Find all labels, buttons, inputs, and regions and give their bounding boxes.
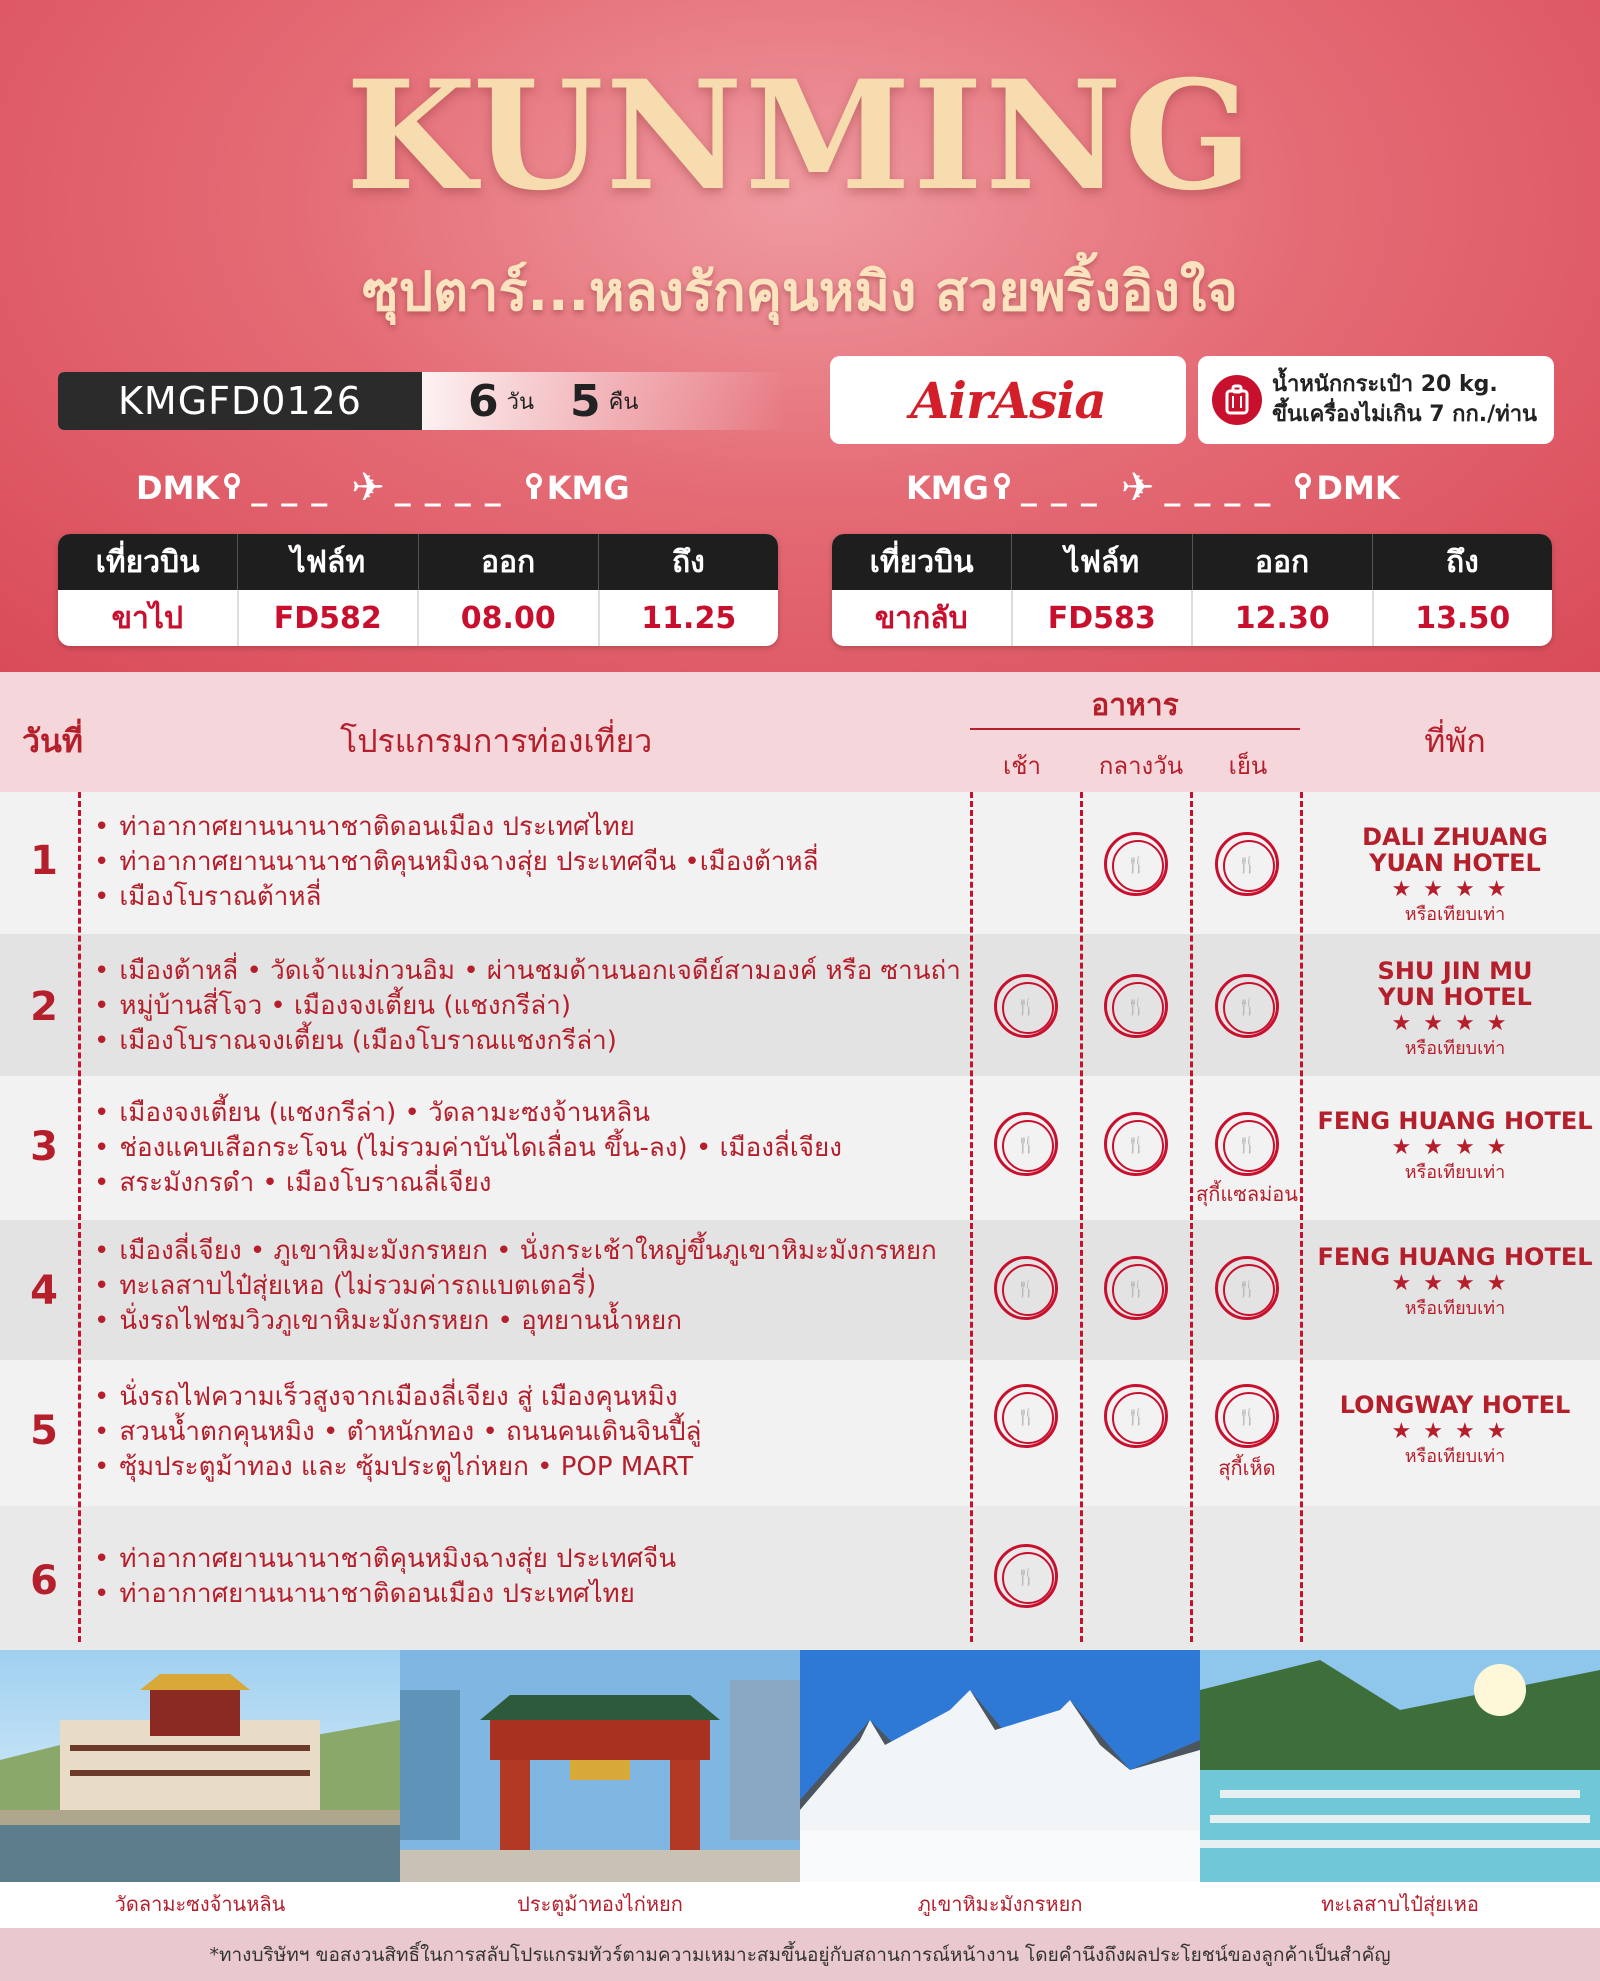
activity-item: • เมืองต้าหลี่ • วัดเจ้าแม่กวนอิม • ผ่านชมด้านนอกเจดีย์สามองค์ หรือ ซานถ่า	[94, 954, 961, 989]
return-from: KMG	[906, 469, 989, 507]
day-row-4	[0, 1220, 1600, 1360]
plane-icon: ✈	[1120, 465, 1155, 511]
flight-header: เที่ยวบิน	[58, 534, 238, 590]
dinner-meal-icon: 🍴	[1215, 1384, 1279, 1448]
activity-item: • เมืองจงเตี้ยน (แชงกรีล่า) • วัดลามะซงจ้านหลิน	[94, 1096, 842, 1131]
column-divider	[78, 792, 81, 1642]
flight-header: ออก	[1193, 534, 1373, 590]
location-pin-icon	[1294, 473, 1312, 503]
hotel-name: FENG HUANG HOTEL	[1317, 1243, 1593, 1271]
baggage-line-1: น้ำหนักกระเป๋า 20 kg.	[1272, 372, 1498, 397]
hotel-name: YUAN HOTEL	[1369, 849, 1541, 877]
day-row-6	[0, 1506, 1600, 1650]
hotel-stars: ★★★★	[1391, 1419, 1519, 1444]
outbound-route: DMK ___ ✈ ____ KMG	[136, 465, 630, 511]
activity-item: • นั่งรถไฟชมวิวภูเขาหิมะมังกรหยก • อุทยานน้ำหยก	[94, 1304, 937, 1339]
flight-cell: 13.50	[1415, 600, 1511, 636]
activity-item: • เมืองลี่เจียง • ภูเขาหิมะมังกรหยก • นั่งกระเช้าใหญ่ขึ้นภูเขาหิมะมังกรหยก	[94, 1234, 937, 1269]
day-number: 4	[30, 1268, 58, 1314]
hotel-equivalent: หรือเทียบเท่า	[1404, 904, 1506, 925]
program-column-header: โปรแกรมการท่องเที่ยว	[340, 722, 653, 760]
column-divider	[1300, 792, 1303, 1642]
page-title: KUNMING	[345, 48, 1255, 224]
flight-cell: FD582	[239, 590, 420, 646]
lunch-meal-icon: 🍴	[1104, 1112, 1168, 1176]
day-activities	[94, 1234, 937, 1339]
baggage-line-2: ขึ้นเครื่องไม่เกิน 7 กก./ท่าน	[1272, 402, 1538, 427]
itinerary-header	[0, 672, 1600, 792]
duration-nights	[570, 372, 638, 430]
return-route: KMG ___ ✈ ____ DMK	[906, 465, 1400, 511]
dinner-meal-icon: 🍴	[1215, 974, 1279, 1038]
breakfast-meal-icon: 🍴	[994, 974, 1058, 1038]
page-subtitle: ซุปตาร์...หลงรักคุนหมิง สวยพริ้งอิงใจ	[362, 260, 1238, 323]
day-row-2	[0, 934, 1600, 1076]
flight-header: ถึง	[1373, 534, 1552, 590]
day-number: 6	[30, 1558, 58, 1604]
photo-caption: วัดลามะซงจ้านหลิน	[0, 1882, 400, 1926]
activity-item: • ท่าอากาศยานนานาชาติดอนเมือง ประเทศไทย	[94, 810, 819, 845]
photo-lake	[1200, 1650, 1600, 1882]
dinner-meal-icon: 🍴	[1215, 1256, 1279, 1320]
hotel-stars: ★★★★	[1391, 1135, 1519, 1160]
hotel-info	[1310, 824, 1600, 926]
flight-cell: 08.00	[419, 590, 600, 646]
hotel-info	[1310, 1392, 1600, 1468]
hotel-info	[1310, 1244, 1600, 1320]
lunch-meal-icon: 🍴	[1104, 832, 1168, 896]
day-activities	[94, 1542, 676, 1612]
luggage-icon	[1212, 375, 1262, 425]
day-row-1	[0, 792, 1600, 934]
flight-header: เที่ยวบิน	[832, 534, 1012, 590]
activity-item: • นั่งรถไฟความเร็วสูงจากเมืองลี่เจียง สู่ เมืองคุนหมิง	[94, 1380, 702, 1415]
days-count: 6	[468, 375, 499, 427]
activity-item: • หมู่บ้านสี่โจว • เมืองจงเตี้ยน (แชงกรีล่า)	[94, 989, 961, 1024]
activity-item: • ท่าอากาศยานนานาชาติดอนเมือง ประเทศไทย	[94, 1577, 676, 1612]
flight-header: ไฟล์ท	[1012, 534, 1192, 590]
hotel-name: YUN HOTEL	[1378, 983, 1532, 1011]
nights-unit: คืน	[608, 389, 639, 415]
flight-header: ไฟล์ท	[238, 534, 418, 590]
breakfast-meal-icon: 🍴	[994, 1544, 1058, 1608]
lunch-meal-icon: 🍴	[1104, 974, 1168, 1038]
location-pin-icon	[993, 473, 1011, 503]
footer-disclaimer: *ทางบริษัทฯ ขอสงวนสิทธิ์ในการสลับโปรแกรมทัวร์ตามความเหมาะสมขึ้นอยู่กับสถานการณ์หน้างาน โดยคำนึงถึงผลประโยชน์ของลูกค้าเป็นสำคัญ	[0, 1928, 1600, 1981]
return-flight-table	[832, 534, 1552, 646]
dinner-meal-icon: 🍴	[1215, 832, 1279, 896]
outbound-to: KMG	[546, 469, 630, 507]
duration-days	[468, 372, 534, 430]
hotel-equivalent: หรือเทียบเท่า	[1404, 1446, 1506, 1467]
tour-code: KMGFD0126	[58, 372, 422, 430]
day-activities	[94, 810, 819, 915]
photo-caption: ประตูม้าทองไก่หยก	[400, 1882, 800, 1926]
photo-monastery	[0, 1650, 400, 1882]
flight-header: ออก	[419, 534, 599, 590]
airline-logo: AirAsia	[830, 356, 1186, 444]
dinner-note: สุกี้แซลม่อน	[1196, 1182, 1298, 1206]
photo-snow-mountain	[800, 1650, 1200, 1882]
plane-icon: ✈	[351, 465, 385, 511]
days-unit: วัน	[506, 389, 535, 415]
column-divider	[1080, 792, 1083, 1642]
lunch-meal-icon: 🍴	[1104, 1384, 1168, 1448]
day-number: 5	[30, 1408, 58, 1454]
column-divider	[1190, 792, 1193, 1642]
activity-item: • ท่าอากาศยานนานาชาติคุนหมิงฉางสุ่ย ประเทศจีน •เมืองต้าหลี่	[94, 845, 819, 880]
hotel-column-header: ที่พัก	[1424, 722, 1486, 760]
activity-item: • เมืองโบราณจงเตี้ยน (เมืองโบราณแชงกรีล่า)	[94, 1024, 961, 1059]
day-row-5	[0, 1360, 1600, 1506]
hotel-name: DALI ZHUANG	[1362, 823, 1548, 851]
hotel-info	[1310, 958, 1600, 1060]
activity-item: • สวนน้ำตกคุนหมิง • ตำหนักทอง • ถนนคนเดินจินปี้ลู่	[94, 1415, 702, 1450]
return-to: DMK	[1316, 469, 1400, 507]
breakfast-meal-icon: 🍴	[994, 1256, 1058, 1320]
day-column-header: วันที่	[22, 722, 83, 760]
day-activities	[94, 1380, 702, 1485]
photo-gate	[400, 1650, 800, 1882]
dinner-header: เย็น	[1228, 752, 1268, 780]
day-activities	[94, 954, 961, 1059]
day-row-3	[0, 1076, 1600, 1220]
hotel-equivalent: หรือเทียบเท่า	[1404, 1038, 1506, 1059]
dinner-meal-icon: 🍴	[1215, 1112, 1279, 1176]
hotel-name: LONGWAY HOTEL	[1339, 1391, 1571, 1419]
baggage-info	[1198, 356, 1554, 444]
hotel-equivalent: หรือเทียบเท่า	[1404, 1298, 1506, 1319]
meals-column-header: อาหาร	[1091, 688, 1179, 723]
day-activities	[94, 1096, 842, 1201]
flight-cell: 11.25	[641, 600, 737, 636]
lunch-meal-icon: 🍴	[1104, 1256, 1168, 1320]
lunch-header: กลางวัน	[1098, 752, 1184, 780]
breakfast-header: เช้า	[1003, 752, 1041, 780]
activity-item: • ช่องแคบเสือกระโจน (ไม่รวมค่าบันไดเลื่อน ขึ้น-ลง) • เมืองลี่เจียง	[94, 1131, 842, 1166]
hotel-name: SHU JIN MU	[1377, 957, 1533, 985]
outbound-flight-table	[58, 534, 778, 646]
hotel-stars: ★★★★	[1391, 1011, 1519, 1036]
breakfast-meal-icon: 🍴	[994, 1384, 1058, 1448]
outbound-from: DMK	[136, 469, 220, 507]
photo-caption: ภูเขาหิมะมังกรหยก	[800, 1882, 1200, 1926]
tour-code-bar	[58, 372, 788, 430]
breakfast-meal-icon: 🍴	[994, 1112, 1058, 1176]
hotel-name: FENG HUANG HOTEL	[1317, 1107, 1593, 1135]
dinner-note: สุกี้เห็ด	[1218, 1456, 1276, 1480]
photo-caption: ทะเลสาบไป๋สุ่ยเหอ	[1200, 1882, 1600, 1926]
flight-header: ถึง	[599, 534, 778, 590]
hotel-equivalent: หรือเทียบเท่า	[1404, 1162, 1506, 1183]
hotel-info	[1310, 1108, 1600, 1184]
activity-item: • สระมังกรดำ • เมืองโบราณลี่เจียง	[94, 1166, 842, 1201]
meals-divider	[970, 728, 1300, 730]
day-number: 2	[30, 984, 58, 1030]
hotel-stars: ★★★★	[1391, 877, 1519, 902]
location-pin-icon	[223, 473, 241, 503]
activity-item: • ท่าอากาศยานนานาชาติคุนหมิงฉางสุ่ย ประเทศจีน	[94, 1542, 676, 1577]
location-pin-icon	[525, 473, 543, 503]
flight-cell: ขาไป	[58, 590, 239, 646]
day-number: 3	[30, 1124, 58, 1170]
day-number: 1	[30, 838, 58, 884]
flight-cell: FD583	[1013, 590, 1194, 646]
activity-item: • เมืองโบราณต้าหลี่	[94, 880, 819, 915]
nights-count: 5	[570, 375, 601, 427]
activity-item: • ซุ้มประตูม้าทอง และ ซุ้มประตูไก่หยก • POP MART	[94, 1450, 702, 1485]
activity-item: • ทะเลสาบไป๋สุ่ยเหอ (ไม่รวมค่ารถแบตเตอรี่)	[94, 1269, 937, 1304]
column-divider	[970, 792, 973, 1642]
flight-cell: 12.30	[1193, 590, 1374, 646]
flight-cell: ขากลับ	[832, 590, 1013, 646]
hotel-stars: ★★★★	[1391, 1271, 1519, 1296]
